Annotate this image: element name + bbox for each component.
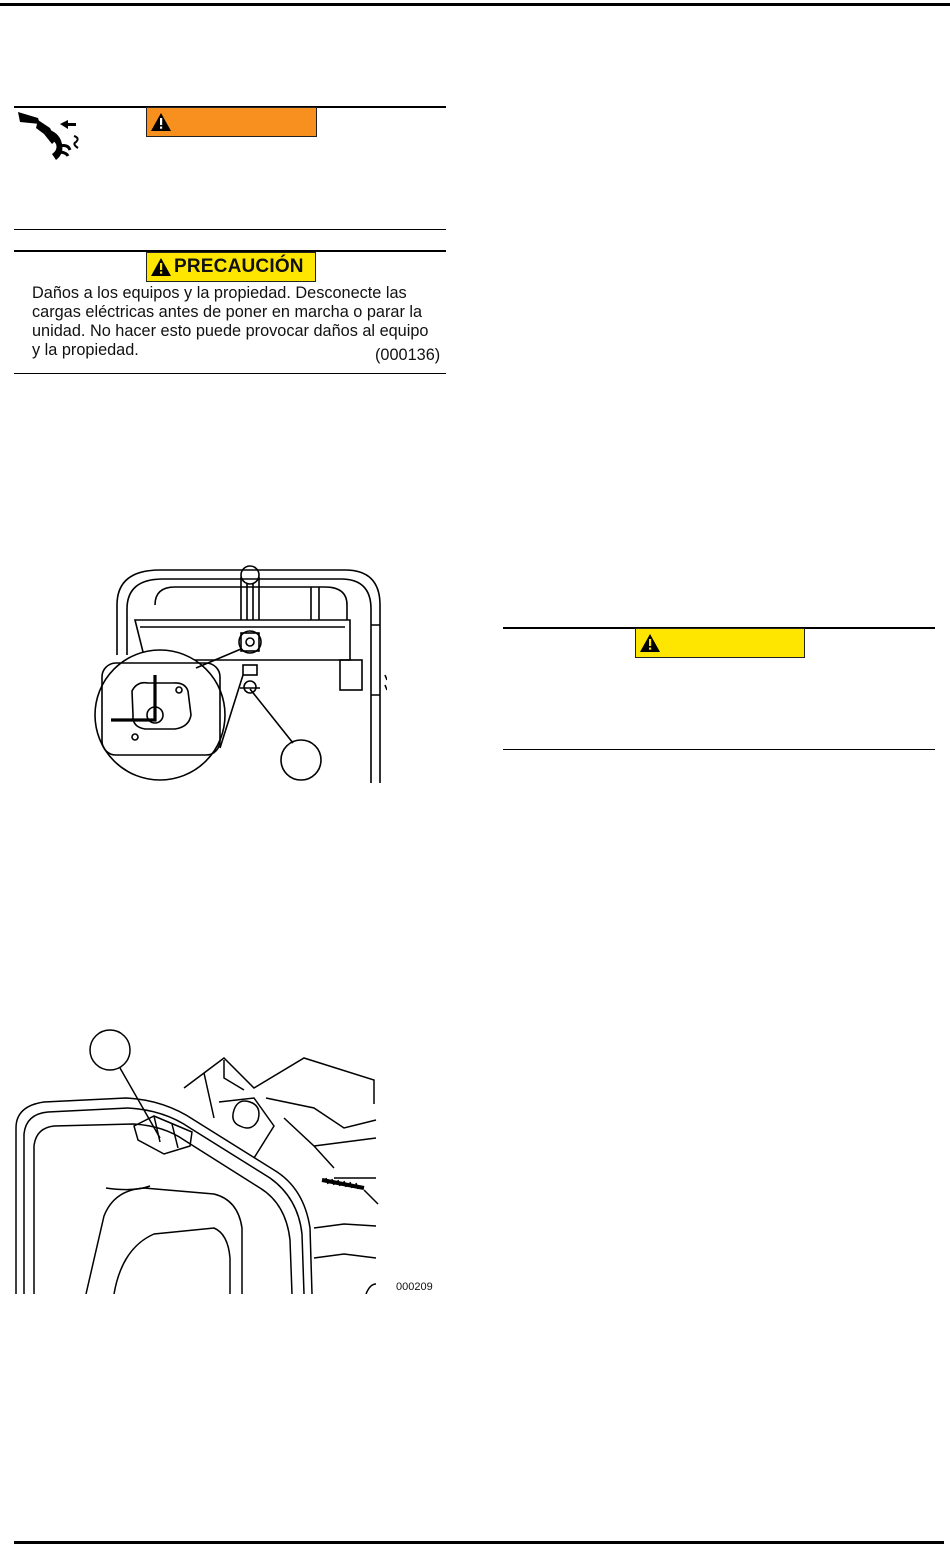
warning-banner [146,107,317,137]
bottom-page-rule [14,1541,944,1544]
figure-air-filter-illustration [14,1028,380,1294]
caution-banner [146,252,316,282]
right-warning-banner [635,628,805,658]
right-warning-bottom-rule [503,749,935,750]
warning-triangle-icon [150,112,172,132]
figure-fuel-valve-illustration [75,565,387,785]
caution-box-bottom-rule [14,373,446,374]
caution-banner-label: PRECAUCIÓN [174,256,304,277]
warning-triangle-icon [639,633,661,653]
figure-2-code: 000209 [396,1281,433,1293]
warning-box-bottom-rule [14,229,446,230]
caution-code: (000136) [375,346,441,364]
hand-entanglement-icon [16,110,82,162]
warning-triangle-icon [150,257,172,277]
caution-body-text: Daños a los equipos y la propiedad. Desconecte las cargas eléctricas antes de poner en marcha o parar la unidad. No hacer esto puede provocar daños al equipo y la propiedad. [32,284,429,359]
top-page-rule [0,3,950,6]
